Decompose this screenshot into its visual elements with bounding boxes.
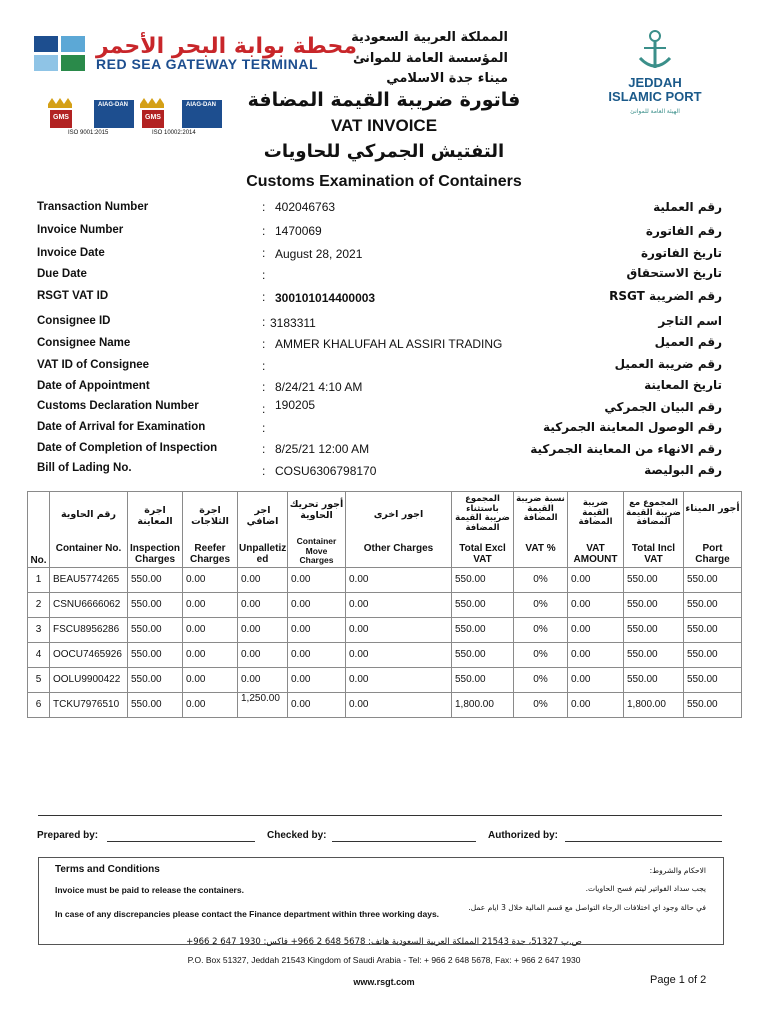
gms-badge-text-1: GMS bbox=[53, 114, 69, 121]
table-cell: 0% bbox=[514, 617, 568, 642]
col-header-container-no: رقم الحاوية Container No. bbox=[50, 492, 128, 568]
field-label-date-of-appointment: Date of Appointment bbox=[37, 380, 150, 392]
table-row bbox=[28, 692, 742, 717]
table-cell: 1,800.00 bbox=[452, 692, 514, 717]
table-cell: 550.00 bbox=[624, 667, 684, 692]
table-cell: 550.00 bbox=[684, 567, 742, 592]
rsgt-logo-mark-icon bbox=[34, 36, 86, 72]
table-cell: 0.00 bbox=[568, 667, 624, 692]
rsgt-logo-arabic: محطة بوابة البحر الأحمر bbox=[96, 34, 357, 59]
footer-website[interactable]: www.rsgt.com bbox=[353, 977, 415, 987]
table-cell: 0.00 bbox=[568, 642, 624, 667]
table-cell: 0.00 bbox=[183, 617, 238, 642]
table-cell: 550.00 bbox=[452, 617, 514, 642]
table-cell: 0.00 bbox=[346, 617, 452, 642]
table-cell: 0.00 bbox=[238, 567, 288, 592]
col-header-vat-amount: ضريبة القيمة المضافة VAT AMOUNT bbox=[568, 492, 624, 568]
table-cell: 550.00 bbox=[624, 642, 684, 667]
col-header-other-charges: اجور اخرى Other Charges bbox=[346, 492, 452, 568]
footer-address: P.O. Box 51327, Jeddah 21543 Kingdom of Saudi Arabia - Tel: + 966 2 648 5678, Fax: + 966 2 647 1930 bbox=[187, 955, 581, 965]
table-cell: 550.00 bbox=[684, 692, 742, 717]
table-cell: 0.00 bbox=[238, 617, 288, 642]
field-value-transaction-number: 402046763 bbox=[275, 200, 336, 214]
table-cell: 0.00 bbox=[346, 642, 452, 667]
aiag-badge-text-1: AIAG-DAN bbox=[98, 102, 128, 108]
table-cell: 0.00 bbox=[568, 567, 624, 592]
field-value-date-of-appointment: 8/24/21 4:10 AM bbox=[275, 380, 363, 394]
table-cell: OOCU7465926 bbox=[50, 642, 128, 667]
table-cell: 550.00 bbox=[684, 592, 742, 617]
table-cell: 550.00 bbox=[128, 667, 183, 692]
col-header-total-excl-vat: المجموع باستثناء ضريبة القيمة المضافة Total Excl VAT bbox=[452, 492, 514, 568]
table-cell: 0.00 bbox=[288, 667, 346, 692]
charges-table-body bbox=[28, 567, 742, 717]
table-cell: 0.00 bbox=[346, 592, 452, 617]
field-label-ar-date-of-completion: رقم الانهاء من المعاينة الجمركية bbox=[530, 442, 722, 456]
footer-address-arabic: ص.ب 51327، جدة 21543 المملكة العربية السعودية هاتف: 5678 648 2 966+ فاكس: 1930 647 2 966+ bbox=[186, 937, 582, 947]
table-cell: 0.00 bbox=[238, 592, 288, 617]
table-cell: 0% bbox=[514, 692, 568, 717]
table-row bbox=[28, 667, 742, 692]
table-cell: 1 bbox=[28, 567, 50, 592]
col-header-container-move-charges: أجور تحريك الحاوية Container Move Charges bbox=[288, 492, 346, 568]
jip-logo-english: JEDDAH ISLAMIC PORT bbox=[608, 75, 702, 104]
terms-line-1-arabic: يجب سداد الفواتير ليتم فسح الحاويات. bbox=[585, 884, 706, 893]
prepared-by-line bbox=[107, 841, 255, 842]
field-value-bill-of-lading: COSU6306798170 bbox=[275, 464, 377, 478]
table-cell: 0% bbox=[514, 567, 568, 592]
col-header-port-charge: أجور الميناء Port Charge bbox=[684, 492, 742, 568]
table-cell: BEAU5774265 bbox=[50, 567, 128, 592]
field-value-invoice-number: 1470069 bbox=[275, 224, 322, 238]
table-cell: 0.00 bbox=[288, 692, 346, 717]
table-cell: 0.00 bbox=[288, 617, 346, 642]
table-row bbox=[28, 567, 742, 592]
field-label-ar-invoice-number: رقم الفاتورة bbox=[645, 224, 722, 238]
org-line-1: المملكة العربية السعودية bbox=[351, 30, 508, 45]
checked-by-line bbox=[332, 841, 476, 842]
field-value-invoice-date: August 28, 2021 bbox=[275, 247, 363, 261]
field-label-ar-transaction-number: رقم العملية bbox=[653, 200, 722, 214]
signature-divider bbox=[38, 815, 722, 816]
terms-title: Terms and Conditions bbox=[55, 864, 160, 875]
table-cell: 550.00 bbox=[624, 617, 684, 642]
customs-title: Customs Examination of Containers bbox=[246, 173, 522, 190]
field-label-vat-id-of-consignee: VAT ID of Consignee bbox=[37, 359, 150, 371]
rsgt-logo bbox=[34, 36, 86, 72]
col-header-total-incl-vat: المجموع مع ضريبة القيمة المضافة Total Incl VAT bbox=[624, 492, 684, 568]
table-cell: 0.00 bbox=[238, 642, 288, 667]
vat-invoice-title: VAT INVOICE bbox=[330, 116, 438, 135]
col-header-vat-percent: نسبة ضريبة القيمة المضافة VAT % bbox=[514, 492, 568, 568]
table-row bbox=[28, 592, 742, 617]
field-value-customs-declaration-number: 190205 bbox=[275, 398, 316, 412]
table-cell: 0% bbox=[514, 642, 568, 667]
charges-table bbox=[27, 491, 742, 718]
table-cell: 550.00 bbox=[128, 642, 183, 667]
table-cell: 550.00 bbox=[684, 642, 742, 667]
iso-9001-label: ISO 9001:2015 bbox=[68, 130, 109, 136]
table-cell: CSNU6666062 bbox=[50, 592, 128, 617]
table-cell: 0.00 bbox=[183, 642, 238, 667]
field-label-invoice-date: Invoice Date bbox=[37, 247, 105, 259]
field-label-ar-vat-id-of-consignee: رقم ضريبة العميل bbox=[614, 357, 722, 371]
table-cell: 0% bbox=[514, 667, 568, 692]
table-cell: 0.00 bbox=[346, 667, 452, 692]
field-label-date-of-completion: Date of Completion of Inspection bbox=[37, 442, 218, 454]
field-label-ar-bill-of-lading: رقم البوليصة bbox=[644, 463, 722, 477]
table-cell: 550.00 bbox=[684, 667, 742, 692]
table-cell: 550.00 bbox=[128, 692, 183, 717]
field-label-invoice-number: Invoice Number bbox=[37, 224, 124, 236]
authorized-by-label: Authorized by: bbox=[488, 830, 558, 841]
jip-logo-arabic: الهيئة العامة للموانئ bbox=[630, 109, 680, 115]
table-cell: 0.00 bbox=[288, 592, 346, 617]
table-row bbox=[28, 617, 742, 642]
table-cell: 5 bbox=[28, 667, 50, 692]
terms-line-1: Invoice must be paid to release the containers. bbox=[55, 885, 244, 895]
table-cell: 550.00 bbox=[624, 592, 684, 617]
table-cell: 1,800.00 bbox=[624, 692, 684, 717]
field-label-ar-rsgt-vat-id: رقم الضريبة RSGT bbox=[609, 289, 722, 303]
table-cell: 0.00 bbox=[183, 692, 238, 717]
table-cell: 550.00 bbox=[452, 592, 514, 617]
vat-invoice-title-arabic: فاتورة ضريبة القيمة المضافة bbox=[247, 89, 521, 111]
table-cell: 0.00 bbox=[346, 567, 452, 592]
jip-logo bbox=[630, 26, 680, 72]
table-cell: 3 bbox=[28, 617, 50, 642]
field-label-due-date: Due Date bbox=[37, 268, 87, 280]
field-label-ar-invoice-date: تاريخ الفاتورة bbox=[640, 246, 722, 260]
gms-badge-text-2: GMS bbox=[145, 114, 161, 121]
col-header-unpalletized: اجر اضافي Unpalletiz ed bbox=[238, 492, 288, 568]
field-label-customs-declaration-number: Customs Declaration Number bbox=[37, 400, 199, 412]
table-cell: 550.00 bbox=[128, 567, 183, 592]
terms-line-2: In case of any discrepancies please contact the Finance department within three working days. bbox=[55, 909, 440, 919]
iso-10002-label: ISO 10002:2014 bbox=[152, 130, 196, 136]
field-label-consignee-id: Consignee ID bbox=[37, 315, 111, 327]
table-cell: 0.00 bbox=[238, 667, 288, 692]
table-cell: 550.00 bbox=[452, 567, 514, 592]
table-cell: OOLU9900422 bbox=[50, 667, 128, 692]
table-cell: 0.00 bbox=[183, 592, 238, 617]
org-line-2: المؤسسة العامة للموانئ bbox=[353, 51, 508, 66]
field-value-consignee-id: 3183311 bbox=[270, 316, 316, 330]
table-cell: 550.00 bbox=[452, 667, 514, 692]
field-label-ar-customs-declaration-number: رقم البيان الجمركي bbox=[604, 400, 722, 414]
table-cell: 1,250.00 bbox=[238, 692, 288, 717]
table-cell: 0.00 bbox=[288, 642, 346, 667]
table-cell: FSCU8956286 bbox=[50, 617, 128, 642]
table-cell: 6 bbox=[28, 692, 50, 717]
table-cell: 2 bbox=[28, 592, 50, 617]
jip-anchor-icon bbox=[630, 26, 680, 72]
aiag-badge-text-2: AIAG-DAN bbox=[186, 102, 216, 108]
table-cell: 0.00 bbox=[183, 567, 238, 592]
table-cell: 550.00 bbox=[128, 617, 183, 642]
field-label-ar-date-of-arrival: رقم الوصول المعاينة الجمركية bbox=[543, 420, 722, 434]
field-label-date-of-arrival: Date of Arrival for Examination bbox=[37, 421, 206, 433]
table-cell: 0.00 bbox=[568, 617, 624, 642]
col-header-no: No. bbox=[28, 492, 50, 568]
field-label-transaction-number: Transaction Number bbox=[37, 201, 149, 213]
terms-line-2-arabic: في حالة وجود اي اختلافات الرجاء التواصل مع قسم المالية خلال 3 ايام عمل. bbox=[468, 903, 706, 912]
table-cell: 0.00 bbox=[288, 567, 346, 592]
field-value-date-of-completion: 8/25/21 12:00 AM bbox=[275, 442, 370, 456]
table-header-row bbox=[28, 492, 742, 568]
table-cell: 550.00 bbox=[624, 567, 684, 592]
table-cell: 0% bbox=[514, 592, 568, 617]
table-row bbox=[28, 642, 742, 667]
field-value-consignee-name: AMMER KHALUFAH AL ASSIRI TRADING bbox=[275, 337, 503, 351]
field-label-ar-consignee-id: اسم التاجر bbox=[658, 314, 722, 328]
table-cell: 0.00 bbox=[346, 692, 452, 717]
field-label-consignee-name: Consignee Name bbox=[37, 337, 131, 349]
authorized-by-line bbox=[565, 841, 722, 842]
org-line-3: ميناء جدة الاسلامي bbox=[386, 71, 508, 86]
table-cell: 550.00 bbox=[128, 592, 183, 617]
col-header-reefer-charges: اجرة الثلاجات Reefer Charges bbox=[183, 492, 238, 568]
checked-by-label: Checked by: bbox=[267, 830, 327, 841]
field-label-rsgt-vat-id: RSGT VAT ID bbox=[37, 290, 109, 302]
field-value-rsgt-vat-id: 300101014400003 bbox=[275, 291, 376, 305]
rsgt-logo-english: RED SEA GATEWAY TERMINAL bbox=[96, 56, 319, 72]
page-number: Page 1 of 2 bbox=[650, 974, 707, 986]
table-cell: 550.00 bbox=[684, 617, 742, 642]
field-label-ar-date-of-appointment: تاريخ المعاينة bbox=[644, 378, 722, 392]
table-cell: 4 bbox=[28, 642, 50, 667]
field-label-bill-of-lading: Bill of Lading No. bbox=[37, 462, 132, 474]
table-cell: TCKU7976510 bbox=[50, 692, 128, 717]
table-cell: 550.00 bbox=[452, 642, 514, 667]
field-label-ar-consignee-name: رقم العميل bbox=[654, 335, 722, 349]
terms-title-arabic: الاحكام والشروط: bbox=[649, 866, 706, 875]
col-header-inspection-charges: اجرة المعاينة Inspection Charges bbox=[128, 492, 183, 568]
table-cell: 0.00 bbox=[568, 592, 624, 617]
table-cell: 0.00 bbox=[568, 692, 624, 717]
prepared-by-label: Prepared by: bbox=[37, 830, 99, 841]
field-label-ar-due-date: تاريخ الاستحقاق bbox=[626, 266, 722, 280]
table-cell: 0.00 bbox=[183, 667, 238, 692]
customs-title-arabic: التفتيش الجمركي للحاويات bbox=[263, 141, 505, 162]
